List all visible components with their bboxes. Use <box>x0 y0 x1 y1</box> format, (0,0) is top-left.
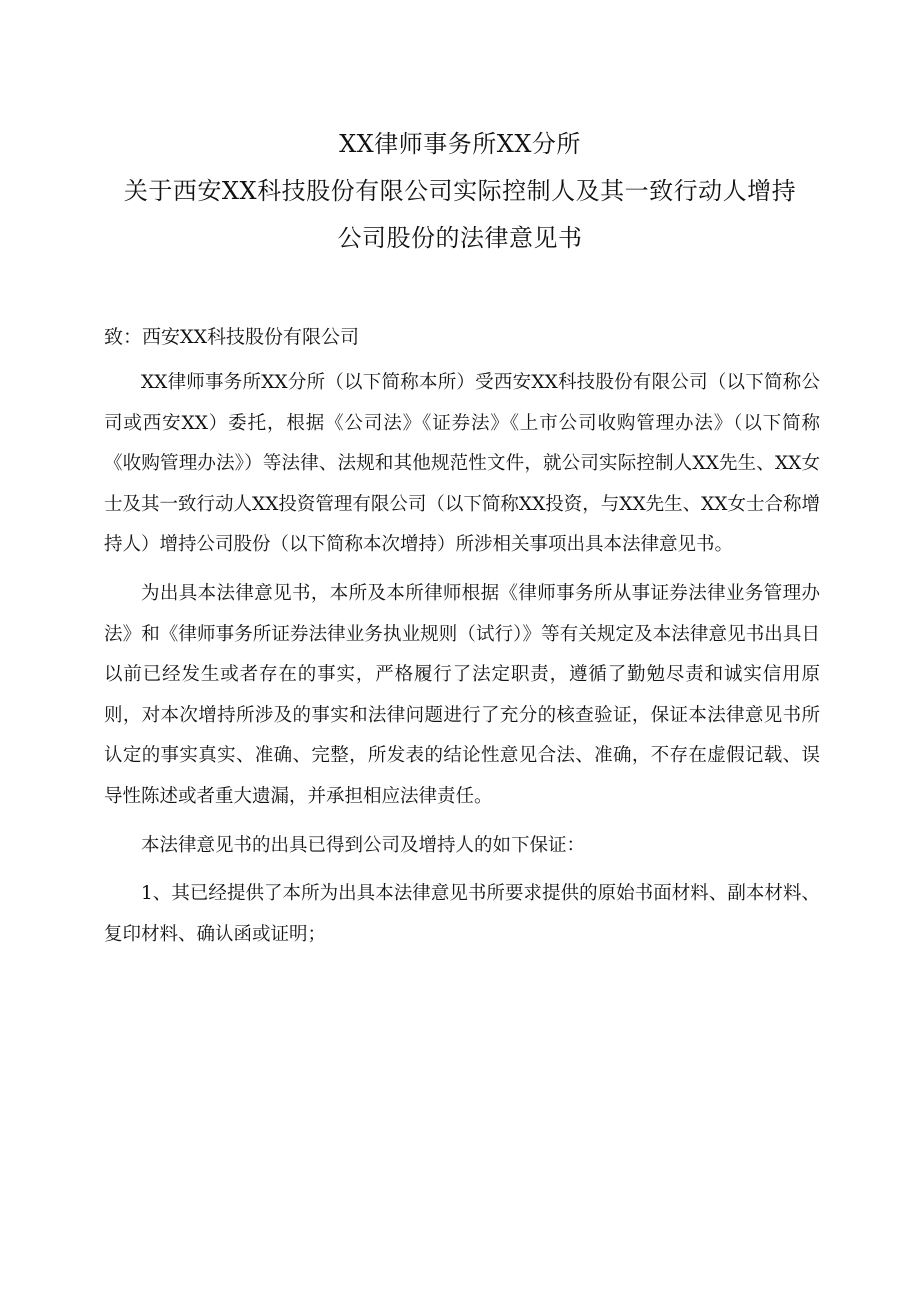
paragraph-guarantee-intro: 本法律意见书的出具已得到公司及增持人的如下保证： <box>141 834 586 856</box>
paragraph-engagement: XX律师事务所XX分所（以下简称本所）受西安XX科技股份有限公司（以下简称公司或西安XX）委托，根据《公司法》《证券法》《上市公司收购管理办法》（以下简称《收购管理办法》）等法律、法规和其他规范性文件，就公司实际控制人XX先生、XX女士及其一致行动人XX投资管理有限公司（以下简称XX投资，与XX先生、XX女士合称增持人）增持公司股份（以下简称本次增持）所涉相关事项出具本法律意见书。 <box>104 372 820 556</box>
paragraph-guarantee-item-1: 1、其已经提供了本所为出具本法律意见书所要求提供的原始书面材料、副本材料、复印材料、确认函或证明； <box>104 883 820 945</box>
title-line-document-type: 公司股份的法律意见书 <box>337 224 583 252</box>
title-line-firm: XX律师事务所XX分所 <box>339 130 581 158</box>
document-title <box>0 121 920 262</box>
body-text <box>104 363 820 963</box>
paragraph-basis: 为出具本法律意见书，本所及本所律师根据《律师事务所从事证券法律业务管理办法》和《律师事务所证券法律业务执业规则（试行）》等有关规定及本法律意见书出具日以前已经发生或者存在的事实，严格履行了法定职责，遵循了勤勉尽责和诚实信用原则，对本次增持所涉及的事实和法律问题进行了充分的核查验证，保证本法律意见书所认定的事实真实、准确、完整，所发表的结论性意见合法、准确，不存在虚假记载、误导性陈述或者重大遗漏，并承担相应法律责任。 <box>104 582 820 807</box>
title-line-subject: 关于西安XX科技股份有限公司实际控制人及其一致行动人增持 <box>123 177 797 205</box>
addressee-line: 致：西安XX科技股份有限公司 <box>104 326 360 348</box>
